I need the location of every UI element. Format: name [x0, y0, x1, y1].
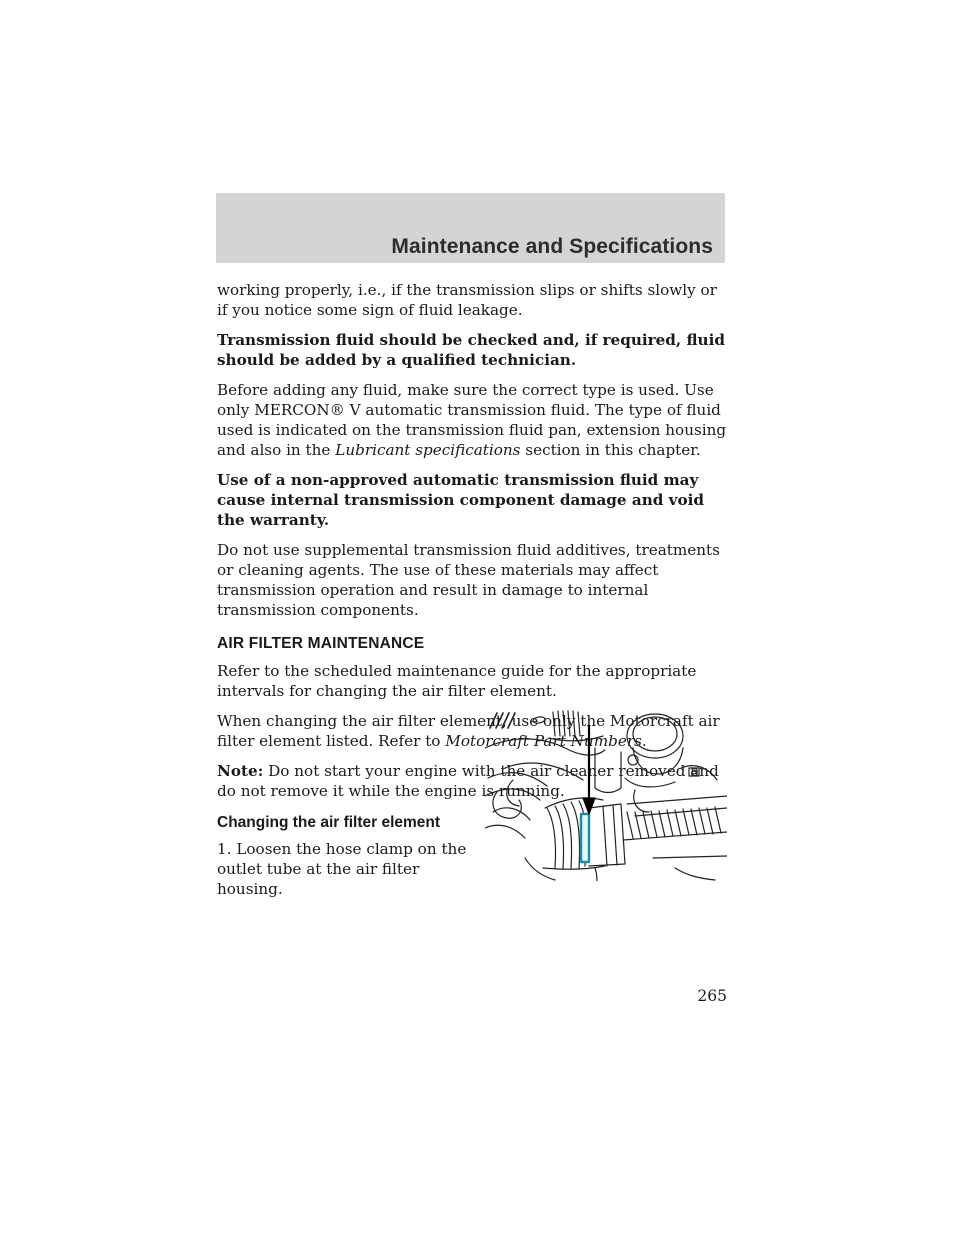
paragraph-warranty-warning: Use of a non-approved automatic transmission fluid may cause internal transmission component damage and void the warranty.: [217, 471, 705, 529]
fluid-type-text-c: section in this chapter.: [520, 441, 701, 459]
fluid-type-text-a: Before adding any fluid, make sure the correct type is used. Use only MERCON: [217, 381, 714, 419]
hose-clamp: [581, 814, 589, 862]
note-label: Note:: [217, 762, 264, 780]
paragraph-fluid-type: [217, 380, 727, 460]
paragraph-maintenance-guide: Refer to the scheduled maintenance guide for the appropriate intervals for changing the air filter element.: [217, 662, 697, 700]
page-number: 265: [697, 987, 727, 1005]
engine-air-filter-illustration: [485, 708, 727, 881]
ribbed-component: [549, 711, 603, 741]
registered-mark: ®: [329, 401, 345, 419]
chapter-title: Maintenance and Specifications: [391, 235, 713, 258]
subheading-changing-filter: Changing the air filter element: [217, 814, 441, 831]
ribbed-intake: [623, 807, 727, 858]
hatch-marks: [490, 713, 515, 728]
motorcraft-part-numbers-reference: Motorcraft Part Numbers: [445, 732, 642, 750]
reservoir-cap: [625, 714, 683, 812]
motorcraft-text-a: When changing the air filter element, use only the Motorcraft air filter element listed. Refer to: [217, 712, 720, 750]
paragraph-transmission-symptoms: working properly, i.e., if the transmission slips or shifts slowly or if you notice some sign of fluid leakage.: [217, 281, 717, 319]
paragraph-technician-warning: Transmission fluid should be checked and, if required, fluid should be added by a qualified technician.: [217, 331, 725, 369]
bellows-hose: [543, 798, 605, 869]
lubricant-specifications-reference: Lubricant specifications: [335, 441, 521, 459]
chapter-header-band: [216, 193, 725, 263]
paragraph-additives: Do not use supplemental transmission fluid additives, treatments or cleaning agents. The use of these materials may affect transmission operation and result in damage to internal transmission components.: [217, 541, 720, 619]
fluid-type-text-b: V automatic transmission fluid. The type of fluid used is indicated on the transmission fluid pan, extension housing and also in the: [217, 401, 727, 459]
motorcraft-text-b: .: [641, 732, 647, 750]
note-text: Do not start your engine with the air cleaner removed and do not remove it while the engine is running.: [217, 762, 719, 800]
step-1: 1. Loosen the hose clamp on the outlet tube at the air filter housing.: [217, 840, 467, 898]
section-heading-air-filter: AIR FILTER MAINTENANCE: [217, 635, 425, 652]
